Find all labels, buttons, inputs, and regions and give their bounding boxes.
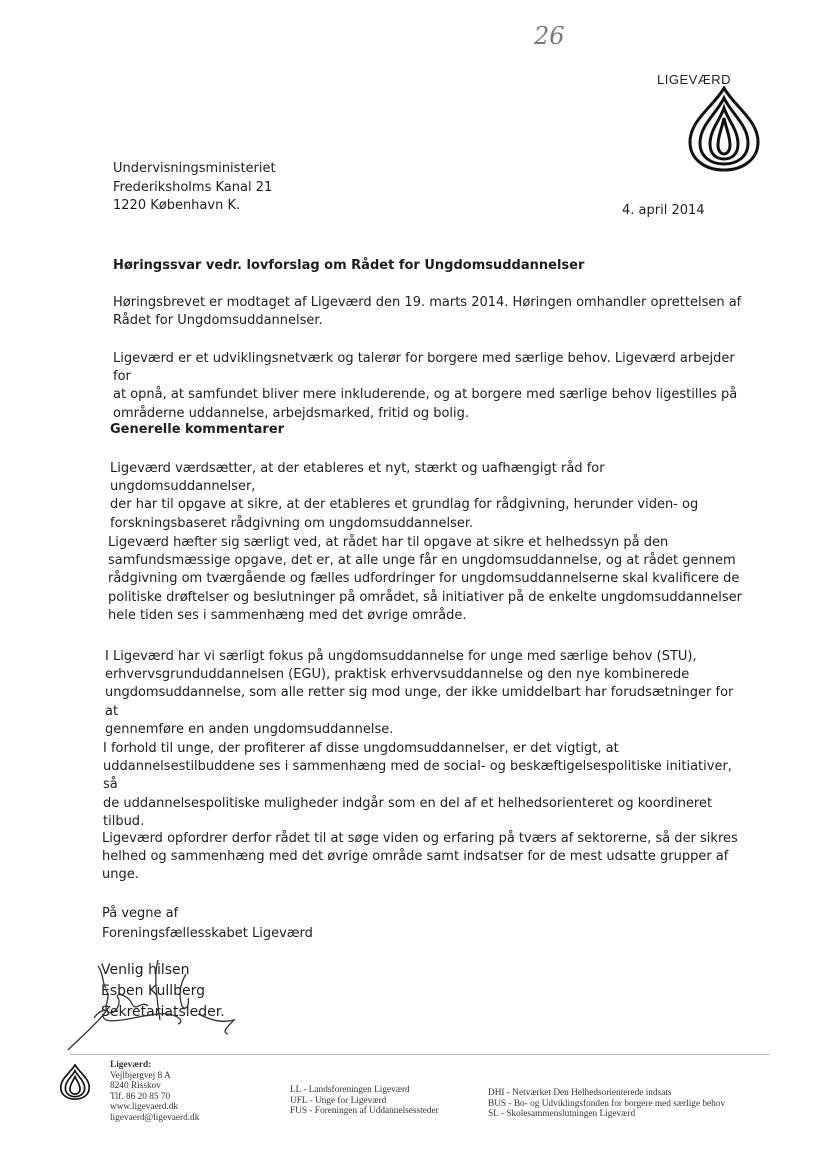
footer-address-line: 8240 Risskov xyxy=(110,1081,161,1092)
text-line: rådgivning om tværgående og fælles udfordringer for ungdomsuddannelserne skal kvalificere de xyxy=(108,571,740,587)
signer-name: Esben Kullberg xyxy=(101,983,205,999)
signer-title: Sekretariatsleder. xyxy=(101,1004,225,1020)
paragraph-6 xyxy=(103,740,743,831)
footer-logo-icon xyxy=(58,1064,92,1100)
recipient-line: 1220 København K. xyxy=(113,198,241,213)
text-line: ungdomsuddannelse, som alle retter sig mod unge, der ikke umiddelbart har forudsætninger for at xyxy=(105,685,734,719)
text-line: tilbud. xyxy=(103,813,145,829)
footer-address-line: Vejlbjergvej 8 A xyxy=(110,1070,171,1081)
recipient-address xyxy=(113,160,276,216)
text-line: der har til opgave at sikre, at der etableres et grundlag for rådgivning, herunder viden- og xyxy=(110,497,699,513)
text-line: samfundsmæssige opgave, det er, at alle unge får en ungdomsuddannelse, og at rådet gennem xyxy=(108,553,736,569)
handwritten-signature-icon xyxy=(58,954,258,1054)
closing-block xyxy=(102,904,313,944)
recipient-line: Undervisningsministeriet xyxy=(113,161,276,176)
footer-address-label: Ligeværd: xyxy=(110,1060,152,1070)
recipient-line: Frederiksholms Kanal 21 xyxy=(113,179,273,195)
logo-text: LIGEVÆRD xyxy=(657,72,732,87)
organization-line: Foreningsfællesskabet Ligeværd xyxy=(102,926,313,941)
section-heading: Generelle kommentarer xyxy=(110,422,285,437)
text-line: uddannelsestilbuddene ses i sammenhæng med de social- og beskæftigelsespolitiske initiativer, så xyxy=(103,759,732,793)
paragraph-3 xyxy=(110,460,750,533)
paragraph-4 xyxy=(108,534,748,625)
subject-line: Høringssvar vedr. lovforslag om Rådet for Ungdomsuddannelser xyxy=(113,258,585,273)
text-line: I forhold til unge, der profiterer af disse ungdomsuddannelser, er det vigtigt, at xyxy=(103,741,619,756)
page-number: 26 xyxy=(534,22,565,50)
text-line: gennemføre en anden ungdomsuddannelse. xyxy=(105,721,394,737)
text-line: unge. xyxy=(102,867,139,883)
footer-divider xyxy=(70,1054,770,1055)
letter-date: 4. april 2014 xyxy=(622,203,705,218)
text-line: Høringsbrevet er modtaget af Ligeværd den 19. marts 2014. Høringen omhandler oprettelsen af xyxy=(113,295,742,310)
text-line: Ligeværd er et udviklingsnetværk og talerør for borgere med særlige behov. Ligeværd arbejder for xyxy=(113,351,735,385)
text-line: hele tiden ses i sammenhæng med det øvrige område. xyxy=(108,607,467,623)
greeting-line: Venlig hilsen xyxy=(101,962,190,978)
association-item: BUS - Bo- og Udviklingsfonden for borgere med særlige behov xyxy=(488,1098,726,1109)
text-line: Ligeværd opfordrer derfor rådet til at søge viden og erfaring på tværs af sektorerne, så der sikres xyxy=(102,831,738,846)
text-line: helhed og sammenhæng med det øvrige område samt indsatser for de mest udsatte grupper af xyxy=(102,849,729,865)
text-line: at opnå, at samfundet bliver mere inkluderende, og at borgere med særlige behov ligestilles på xyxy=(113,387,738,403)
paragraph-5 xyxy=(105,648,745,739)
text-line: Ligeværd værdsætter, at der etableres et nyt, stærkt og uafhængigt råd for ungdomsuddannelser, xyxy=(110,461,605,495)
text-line: erhvervsgrunduddannelsen (EGU), praktisk erhvervsuddannelse og den nye kombinerede xyxy=(105,667,690,683)
text-line: Ligeværd hæfter sig særligt ved, at rådet har til opgave at sikre et helhedssyn på den xyxy=(108,535,669,550)
association-item: LL - Landsforeningen Ligeværd xyxy=(290,1085,410,1095)
footer-associations-2 xyxy=(488,1088,725,1120)
text-line: forskningsbaseret rådgivning om ungdomsuddannelser. xyxy=(110,515,474,531)
text-line: de uddannelsespolitiske muligheder indgår som en del af et helhedsorienteret og koordineret xyxy=(103,795,713,811)
paragraph-1 xyxy=(113,294,753,330)
text-line: I Ligeværd har vi særligt fokus på ungdomsuddannelse for unge med særlige behov (STU), xyxy=(105,649,697,664)
paragraph-7 xyxy=(102,830,742,885)
footer-associations-1 xyxy=(290,1085,439,1117)
ligevaerd-drop-icon xyxy=(684,86,764,172)
footer-phone: Tlf. 86 20 85 70 xyxy=(110,1091,171,1102)
association-item: SL - Skolesammenslutningen Ligeværd xyxy=(488,1109,636,1120)
on-behalf-line: På vegne af xyxy=(102,906,179,921)
footer-website: www.ligevaerd.dk xyxy=(110,1102,179,1113)
paragraph-2 xyxy=(113,350,753,423)
text-line: Rådet for Ungdomsuddannelser. xyxy=(113,313,323,329)
association-item: FUS - Foreningen af Uddannelsessteder xyxy=(290,1106,439,1117)
text-line: områderne uddannelse, arbejdsmarked, fritid og bolig. xyxy=(113,405,470,421)
association-item: DHI - Netværket Den Helhedsorienterede indsats xyxy=(488,1088,672,1098)
footer-email: ligevaerd@ligevaerd.dk xyxy=(110,1112,200,1123)
footer-address xyxy=(110,1060,199,1124)
text-line: politiske drøftelser og beslutninger på området, så initiativer på de enkelte ungdomsuddannelser xyxy=(108,589,743,605)
association-item: UFL - Unge for Ligeværd xyxy=(290,1095,387,1106)
